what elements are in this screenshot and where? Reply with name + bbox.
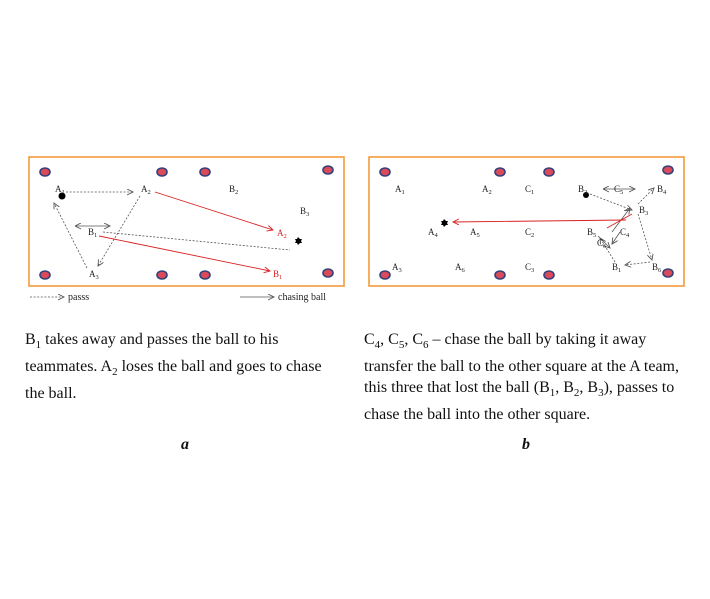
player-label-b1: $B_1$ xyxy=(612,262,622,274)
cone xyxy=(200,168,210,176)
player-label-a3: $A_3$ xyxy=(392,262,402,274)
panel-b-field xyxy=(369,157,684,286)
chase-arrow xyxy=(607,214,632,228)
player-label-b2: $B_2$ xyxy=(229,184,239,196)
field-frame-a xyxy=(29,157,344,286)
pass-arrow xyxy=(612,232,620,244)
player-label-b3: $B_3$ xyxy=(639,205,649,217)
panel-a-field xyxy=(29,157,344,303)
cone xyxy=(200,271,210,279)
player-label-b2: $B_2$ xyxy=(578,184,588,196)
cone xyxy=(663,166,673,174)
legend-a xyxy=(30,292,326,303)
cone xyxy=(380,168,390,176)
player-label-a6: $A_6$ xyxy=(455,262,465,274)
player-label-b1-red: $B_1$ xyxy=(273,269,283,281)
player-label-a2: $A_2$ xyxy=(482,184,492,196)
chase-arrow xyxy=(155,192,273,230)
cone xyxy=(323,166,333,174)
caption-b: $C_4$, $C_5$, $C_6$ – chase the ball by taking it away transfer the ball to the other square at the A team, this three that lost the ball ($B_1$, $B_2$, $B_3$), passes to chase the ball into the other square. xyxy=(364,331,679,424)
legend-chase-label: chasing ball xyxy=(278,292,327,303)
player-label-b1: $B_1$ xyxy=(88,227,98,239)
player-label-c1: $C_1$ xyxy=(525,184,535,196)
player-label-c6: $C_6$ xyxy=(597,238,607,250)
player-labels-b xyxy=(392,184,667,274)
player-label-b6: $B_6$ xyxy=(652,262,662,274)
player-label-a3: $A_3$ xyxy=(89,269,99,281)
pass-arrow xyxy=(98,196,140,266)
cones-a xyxy=(40,166,333,279)
player-label-a5: $A_5$ xyxy=(470,227,480,239)
pass-arrow xyxy=(590,194,632,210)
cone xyxy=(544,271,554,279)
cone xyxy=(380,271,390,279)
pass-arrow xyxy=(625,262,650,265)
panel-letter-a: a xyxy=(181,436,189,453)
pass-arrow xyxy=(638,188,654,204)
pass-arrow xyxy=(638,214,652,260)
cone xyxy=(157,168,167,176)
pass-arrow xyxy=(54,203,87,268)
ball-marker xyxy=(441,219,448,227)
player-labels-a xyxy=(55,184,309,281)
cone xyxy=(495,168,505,176)
cone xyxy=(663,269,673,277)
player-label-c2: $C_2$ xyxy=(525,227,535,239)
ball-marker xyxy=(295,237,302,245)
chase-arrow xyxy=(453,220,626,222)
player-label-a4: $A_4$ xyxy=(428,227,438,239)
player-label-c4: $C_4$ xyxy=(620,227,630,239)
player-label-a2-red: $A_2$ xyxy=(277,228,287,240)
caption-a: $B_1$ takes away and passes the ball to his teammates. $A_2$ loses the ball and goes to chase the ball. xyxy=(25,331,322,403)
chase-arrows-a xyxy=(99,192,273,271)
chase-arrows-b xyxy=(453,214,632,228)
player-label-c3: $C_3$ xyxy=(525,262,535,274)
cone xyxy=(495,271,505,279)
player-label-b4: $B_4$ xyxy=(657,184,667,196)
player-label-c5: $C_5$ xyxy=(614,184,624,196)
pass-arrow xyxy=(103,232,290,250)
chase-arrow xyxy=(99,236,270,271)
cone xyxy=(40,168,50,176)
player-label-a1: $A_1$ xyxy=(395,184,405,196)
player-label-b3: $B_3$ xyxy=(300,206,310,218)
cone xyxy=(157,271,167,279)
player-label-b5: $B_5$ xyxy=(587,227,597,239)
legend-pass-label: passs xyxy=(68,292,90,303)
player-label-a1: $A_1$ xyxy=(55,184,65,196)
panel-letter-b: b xyxy=(522,436,530,453)
cone xyxy=(323,269,333,277)
player-label-a2: $A_2$ xyxy=(141,184,151,196)
cone xyxy=(40,271,50,279)
cone xyxy=(544,168,554,176)
